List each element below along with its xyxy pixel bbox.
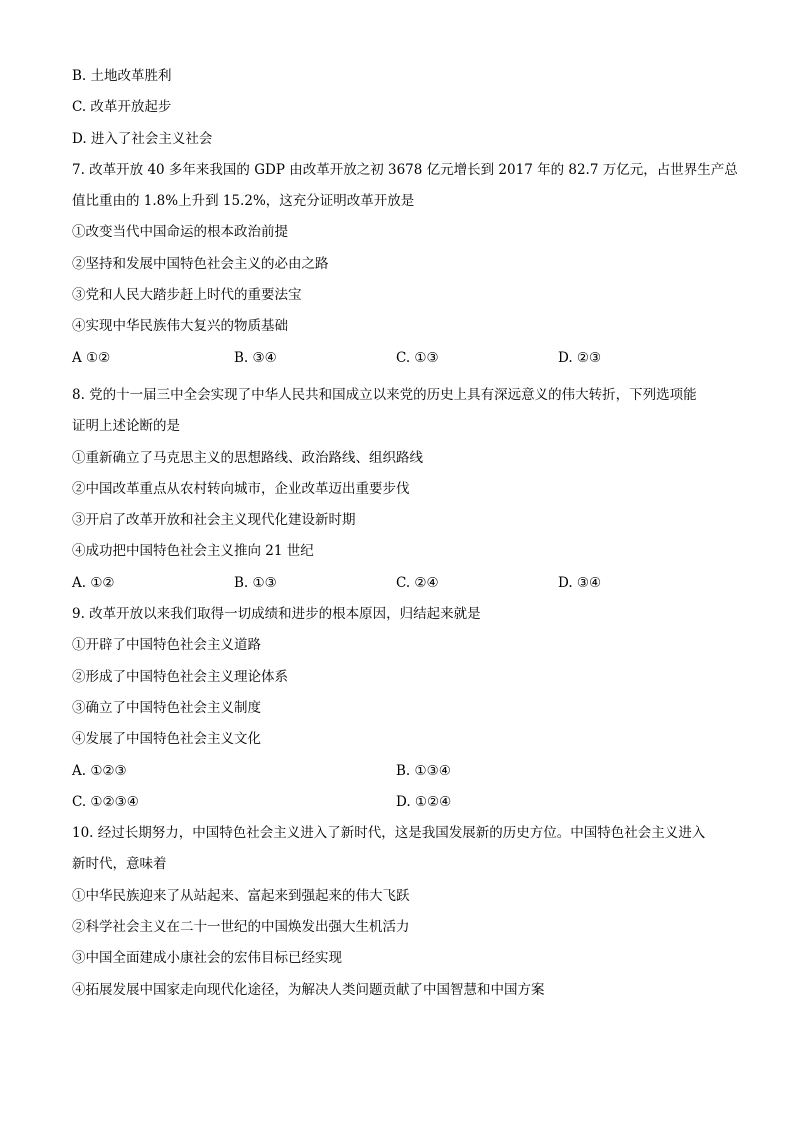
- question-9-choice-a: A. ①②③: [72, 762, 127, 779]
- question-8-choice-a: A. ①②: [72, 574, 115, 591]
- question-10-item-4: ④拓展发展中国家走向现代化途径，为解决人类问题贡献了中国智慧和中国方案: [72, 981, 545, 998]
- question-6-options: [72, 61, 724, 155]
- question-10-stem-line-1: 10. 经过长期努力，中国特色社会主义进入了新时代，这是我国发展新的历史方位。中国特色社会主义进入: [72, 825, 706, 842]
- question-7-item-3: ③党和人民大踏步赶上时代的重要法宝: [72, 287, 302, 304]
- question-7: [72, 155, 738, 374]
- question-7-stem-line-2: 值比重由的 1.8%上升到 15.2%，这充分证明改革开放是: [72, 193, 415, 210]
- question-9-item-4: ④发展了中国特色社会主义文化: [72, 731, 261, 748]
- question-7-item-1: ①改变当代中国命运的根本政治前提: [72, 224, 288, 241]
- question-10-item-3: ③中国全面建成小康社会的宏伟目标已经实现: [72, 950, 342, 967]
- question-10-item-1: ①中华民族迎来了从站起来、富起来到强起来的伟大飞跃: [72, 887, 410, 904]
- question-9-item-3: ③确立了中国特色社会主义制度: [72, 699, 261, 716]
- question-8-choices: [72, 568, 724, 599]
- question-9-choice-b: B. ①③④: [396, 762, 451, 779]
- question-8-choice-d: D. ③④: [558, 574, 602, 591]
- question-7-item-2: ②坚持和发展中国特色社会主义的必由之路: [72, 255, 329, 272]
- question-8-choice-c: C. ②④: [396, 574, 439, 591]
- question-9-item-1: ①开辟了中国特色社会主义道路: [72, 637, 261, 654]
- question-9-choices-row-1: [72, 756, 724, 787]
- question-7-choice-a: A ①②: [72, 349, 111, 366]
- question-7-choices: [72, 343, 724, 374]
- question-8-stem-line-1: 8. 党的十一届三中全会实现了中华人民共和国成立以来党的历史上具有深远意义的伟大转折，下列选项能: [72, 386, 697, 403]
- question-8-choice-b: B. ①③: [234, 574, 277, 591]
- question-8: [72, 380, 724, 599]
- question-9-stem-line-1: 9. 改革开放以来我们取得一切成绩和进步的根本原因，归结起来就是: [72, 606, 481, 623]
- question-8-item-3: ③开启了改革开放和社会主义现代化建设新时期: [72, 512, 356, 529]
- question-7-choice-c: C. ①③: [396, 349, 439, 366]
- question-8-stem-line-2: 证明上述论断的是: [72, 418, 180, 435]
- question-9-choice-c: C. ①②③④: [72, 793, 139, 810]
- question-6-option-d: D. 进入了社会主义社会: [72, 130, 213, 147]
- question-9-choice-d: D. ①②④: [396, 793, 452, 810]
- question-7-choice-d: D. ②③: [558, 349, 602, 366]
- question-10-item-2: ②科学社会主义在二十一世纪的中国焕发出强大生机活力: [72, 919, 410, 936]
- question-6-option-b: B. 土地改革胜利: [72, 68, 172, 84]
- question-9: [72, 599, 724, 818]
- question-7-item-4: ④实现中华民族伟大复兴的物质基础: [72, 318, 288, 335]
- question-10-stem-line-2: 新时代，意味着: [72, 856, 167, 873]
- question-7-choice-b: B. ③④: [234, 349, 277, 366]
- question-6-option-c: C. 改革开放起步: [72, 99, 172, 116]
- question-8-item-1: ①重新确立了马克思主义的思想路线、政治路线、组织路线: [72, 449, 423, 466]
- question-8-item-4: ④成功把中国特色社会主义推向 21 世纪: [72, 543, 314, 560]
- question-9-item-2: ②形成了中国特色社会主义理论体系: [72, 668, 288, 685]
- question-9-choices-row-2: [72, 787, 724, 818]
- question-7-stem-line-1: 7. 改革开放 40 多年来我国的 GDP 由改革开放之初 3678 亿元增长到 2017 年的 82.7 万亿元，占世界生产总: [72, 161, 738, 178]
- question-8-item-2: ②中国改革重点从农村转向城市，企业改革迈出重要步伐: [72, 480, 410, 497]
- question-10: [72, 818, 724, 1006]
